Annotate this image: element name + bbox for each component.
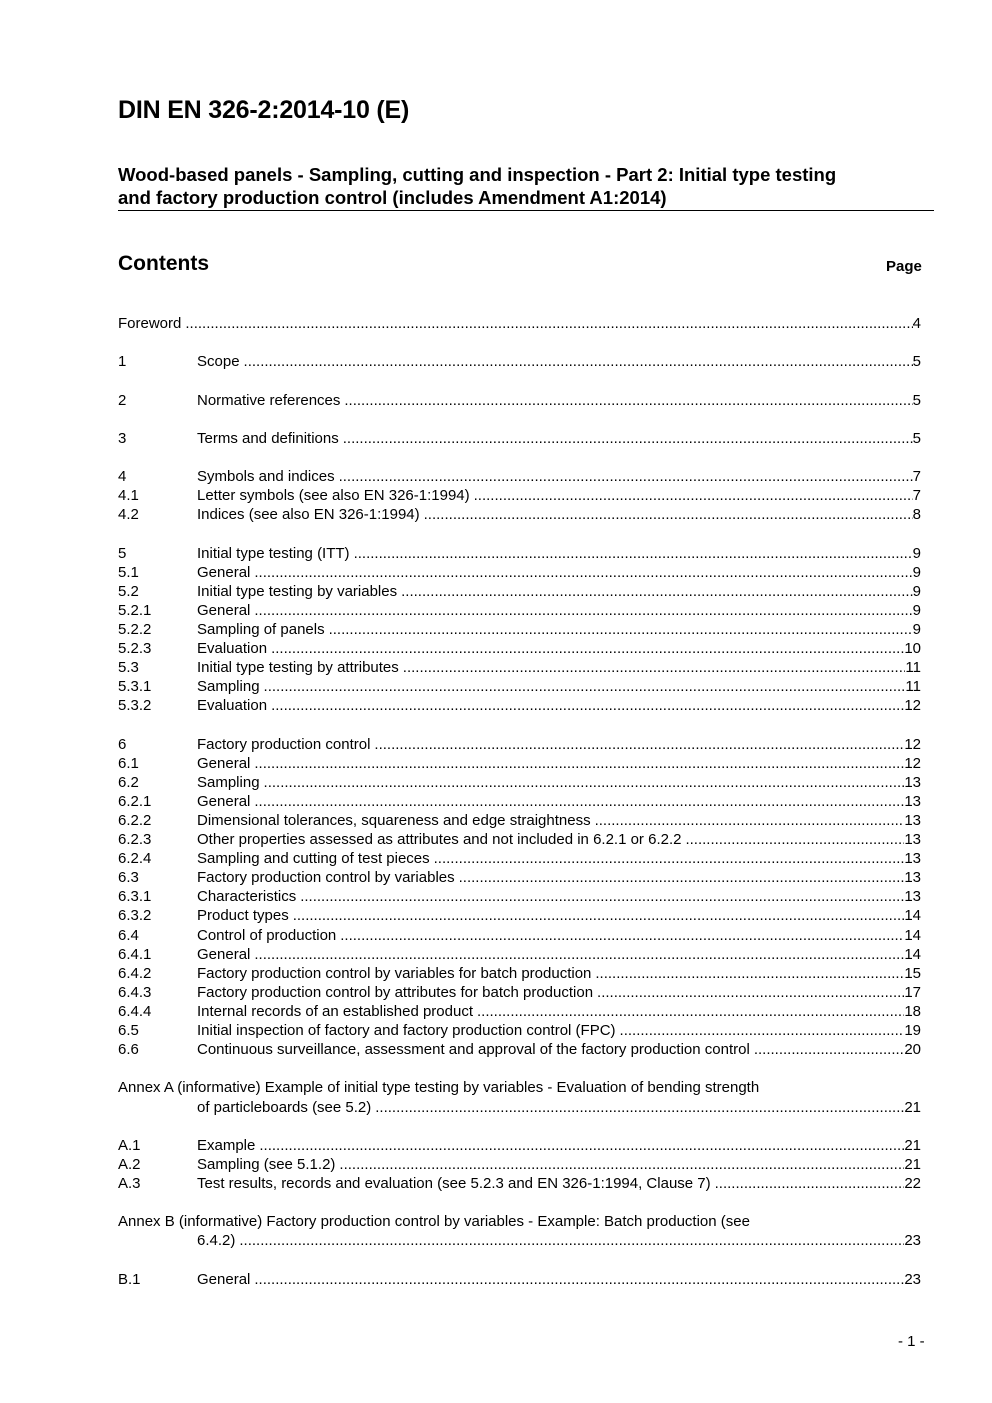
toc-entry-foreword[interactable]	[118, 314, 921, 333]
toc-title: General	[197, 601, 251, 619]
toc-page: 9	[912, 544, 921, 562]
toc-page: 7	[912, 487, 921, 505]
toc-number: 3	[118, 429, 127, 447]
toc-number: 6.3.2	[118, 907, 152, 925]
toc-entry-annex-b[interactable]	[118, 1212, 921, 1231]
toc-title: Evaluation	[197, 697, 268, 715]
toc-page: 20	[904, 1041, 921, 1059]
toc-entry-a-2[interactable]	[118, 1155, 921, 1174]
toc-page: 21	[904, 1136, 921, 1154]
toc-number: 4.2	[118, 506, 139, 524]
toc-title: Sampling	[197, 678, 260, 696]
toc-title: Control of production	[197, 926, 337, 944]
toc-title: General	[197, 1270, 251, 1288]
toc-entry-4-2[interactable]	[118, 505, 921, 524]
toc-page: 21	[904, 1098, 921, 1116]
toc-page: 12	[904, 735, 921, 753]
toc-entry-3[interactable]	[118, 429, 921, 448]
toc-entry-6-2-2[interactable]	[118, 811, 921, 830]
toc-title: Foreword	[118, 315, 182, 332]
toc-entry-6-3-1[interactable]	[118, 887, 921, 906]
subtitle-line-1: Wood-based panels - Sampling, cutting and inspection - Part 2: Initial type testing	[118, 164, 837, 185]
toc-page: 12	[904, 697, 921, 715]
toc-title: Sampling and cutting of test pieces	[197, 850, 430, 868]
document-subtitle	[118, 163, 938, 209]
toc-entry-6-3[interactable]	[118, 868, 921, 887]
toc-number: 6.4.3	[118, 983, 152, 1001]
toc-number: 4	[118, 468, 127, 486]
toc-title: Letter symbols (see also EN 326-1:1994)	[197, 487, 470, 505]
toc-title: Terms and definitions	[197, 429, 339, 447]
toc-page: 19	[904, 1022, 921, 1040]
toc-number: 5.2.1	[118, 601, 152, 619]
toc-page: 14	[904, 926, 921, 944]
toc-page: 11	[905, 678, 921, 696]
toc-number: 6	[118, 735, 127, 753]
toc-number: 5.2.2	[118, 620, 152, 638]
toc-entry-4-1[interactable]	[118, 486, 921, 505]
toc-entry-6[interactable]	[118, 735, 921, 754]
toc-number: 6.2.1	[118, 792, 152, 810]
toc-title: Annex A (informative) Example of initial type testing by variables - Evaluation of bending strength	[118, 1079, 760, 1097]
toc-page: 13	[904, 850, 921, 868]
toc-number: 6.4	[118, 926, 139, 944]
toc-page: 14	[904, 945, 921, 963]
toc-entry-6-4-4[interactable]	[118, 1002, 921, 1021]
toc-page: 13	[904, 792, 921, 810]
toc-page: 9	[912, 620, 921, 638]
toc-number: 1	[118, 353, 127, 371]
toc-title: Characteristics	[197, 888, 297, 906]
toc-page: 13	[904, 869, 921, 887]
toc-entry-annex-a[interactable]	[118, 1078, 921, 1097]
toc-title: Factory production control by attributes for batch production	[197, 983, 594, 1001]
toc-entry-6-2-3[interactable]	[118, 830, 921, 849]
toc-page: 17	[904, 983, 921, 1001]
toc-number: 6.2	[118, 773, 139, 791]
toc-entry-4[interactable]	[118, 467, 921, 486]
toc-entry-5-1[interactable]	[118, 563, 921, 582]
toc-entry-5-3-1[interactable]	[118, 677, 921, 696]
toc-page: 5	[912, 391, 921, 409]
page-column-heading: Page	[886, 258, 922, 275]
toc-entry-6-2[interactable]	[118, 773, 921, 792]
toc-number: 6.3	[118, 869, 139, 887]
toc-title: Initial inspection of factory and factory production control (FPC)	[197, 1022, 616, 1040]
toc-page: 8	[912, 506, 921, 524]
toc-page: 7	[912, 468, 921, 486]
subtitle-line-2: and factory production control (includes Amendment A1:2014)	[118, 187, 667, 208]
toc-number: A.2	[118, 1155, 141, 1173]
toc-page: 22	[904, 1174, 921, 1192]
toc-number: 5.1	[118, 563, 139, 581]
toc-number: 6.4.4	[118, 1002, 152, 1020]
toc-page: 12	[904, 754, 921, 772]
toc-entry-5-2[interactable]	[118, 582, 921, 601]
toc-number: 6.6	[118, 1041, 139, 1059]
toc-entry-6-4-2[interactable]	[118, 964, 921, 983]
toc-page: 5	[912, 353, 921, 371]
toc-number: B.1	[118, 1270, 141, 1288]
toc-page: 4	[912, 315, 921, 332]
toc-title: Evaluation	[197, 640, 268, 658]
toc-title: Internal records of an established product	[197, 1002, 473, 1020]
toc-title: General	[197, 563, 251, 581]
toc-entry-5-2-1[interactable]	[118, 601, 921, 620]
toc-page: 9	[912, 563, 921, 581]
toc-page: 23	[904, 1270, 921, 1288]
toc-entry-annex-b-cont[interactable]	[118, 1231, 921, 1250]
contents-heading: Contents	[118, 252, 209, 275]
toc-page: 9	[912, 582, 921, 600]
toc-title: Initial type testing by variables	[197, 582, 398, 600]
document-id: DIN EN 326-2:2014-10 (E)	[118, 96, 410, 124]
toc-title: Initial type testing (ITT)	[197, 544, 350, 562]
toc-title: Normative references	[197, 391, 341, 409]
toc-title: Dimensional tolerances, squareness and edge straightness	[197, 812, 591, 829]
toc-entry-6-4[interactable]	[118, 926, 921, 945]
toc-entry-2[interactable]	[118, 391, 921, 410]
toc-entry-5-3[interactable]	[118, 658, 921, 677]
toc-entry-6-2-1[interactable]	[118, 792, 921, 811]
toc-page: 23	[904, 1232, 921, 1250]
toc-title: Test results, records and evaluation (see 5.2.3 and EN 326-1:1994, Clause 7)	[197, 1174, 711, 1192]
toc-page: 13	[904, 773, 921, 791]
page-number: - 1 -	[898, 1333, 925, 1350]
toc-title: Factory production control by variables for batch production	[197, 964, 592, 982]
toc-number: 6.4.2	[118, 964, 152, 982]
toc-entry-5[interactable]	[118, 544, 921, 563]
toc-title: Factory production control	[197, 735, 371, 753]
toc-entry-5-3-2[interactable]	[118, 696, 921, 715]
toc-page: 18	[904, 1002, 921, 1020]
toc-title: Sampling of panels	[197, 620, 325, 638]
toc-entry-6-6[interactable]	[118, 1040, 921, 1059]
toc-title-continued: 6.4.2)	[197, 1232, 236, 1250]
toc-number: 6.3.1	[118, 888, 152, 906]
toc-page: 14	[904, 907, 921, 925]
toc-entry-b-1[interactable]	[118, 1270, 921, 1289]
table-of-contents	[118, 314, 921, 1289]
toc-title: Factory production control by variables	[197, 869, 455, 887]
toc-title: Indices (see also EN 326-1:1994)	[197, 506, 420, 524]
toc-title: Scope	[197, 353, 240, 371]
toc-entry-1[interactable]	[118, 352, 921, 371]
toc-entry-a-1[interactable]	[118, 1136, 921, 1155]
toc-number: 5.2.3	[118, 640, 152, 658]
toc-number: 5.3.2	[118, 697, 152, 715]
toc-entry-6-4-3[interactable]	[118, 983, 921, 1002]
toc-page: 13	[904, 888, 921, 906]
toc-title: Symbols and indices	[197, 468, 335, 486]
toc-page: 13	[904, 831, 921, 849]
toc-page: 9	[912, 601, 921, 619]
toc-entry-annex-a-cont[interactable]	[118, 1098, 921, 1117]
toc-page: 21	[904, 1155, 921, 1173]
toc-title: General	[197, 945, 251, 963]
toc-number: A.1	[118, 1136, 141, 1154]
toc-title: General	[197, 792, 251, 810]
toc-number: 5.3	[118, 659, 139, 677]
toc-page: 13	[904, 812, 921, 829]
toc-number: 5.3.1	[118, 678, 152, 696]
toc-page: 11	[905, 659, 921, 677]
toc-entry-a-3[interactable]	[118, 1174, 921, 1193]
toc-number: 6.4.1	[118, 945, 152, 963]
toc-number: 6.1	[118, 754, 139, 772]
toc-number: 4.1	[118, 487, 139, 505]
toc-title-continued: of particleboards (see 5.2)	[197, 1098, 372, 1116]
toc-number: 5.2	[118, 582, 139, 600]
toc-number: 6.2.3	[118, 831, 152, 849]
toc-title: Initial type testing by attributes	[197, 659, 399, 677]
toc-title: Continuous surveillance, assessment and approval of the factory production control	[197, 1041, 750, 1059]
toc-title: Product types	[197, 907, 289, 925]
toc-title: Example	[197, 1136, 256, 1154]
toc-title: Sampling	[197, 773, 260, 791]
toc-entry-6-1[interactable]	[118, 754, 921, 773]
toc-number: 2	[118, 391, 127, 409]
toc-number: 6.5	[118, 1022, 139, 1040]
toc-page: 10	[904, 640, 921, 658]
title-rule	[118, 210, 934, 211]
toc-number: A.3	[118, 1174, 141, 1192]
toc-page: 5	[912, 429, 921, 447]
toc-entry-6-5[interactable]	[118, 1021, 921, 1040]
toc-page: 15	[904, 964, 921, 982]
toc-title: Annex B (informative) Factory production control by variables - Example: Batch production (see	[118, 1213, 750, 1231]
toc-title: Sampling (see 5.1.2)	[197, 1155, 336, 1173]
toc-entry-6-2-4[interactable]	[118, 849, 921, 868]
toc-title: Other properties assessed as attributes and not included in 6.2.1 or 6.2.2	[197, 831, 682, 849]
toc-number: 5	[118, 544, 127, 562]
toc-number: 6.2.2	[118, 812, 152, 829]
toc-entry-6-4-1[interactable]	[118, 945, 921, 964]
toc-entry-6-3-2[interactable]	[118, 906, 921, 925]
toc-title: General	[197, 754, 251, 772]
toc-number: 6.2.4	[118, 850, 152, 868]
toc-entry-5-2-2[interactable]	[118, 620, 921, 639]
toc-entry-5-2-3[interactable]	[118, 639, 921, 658]
